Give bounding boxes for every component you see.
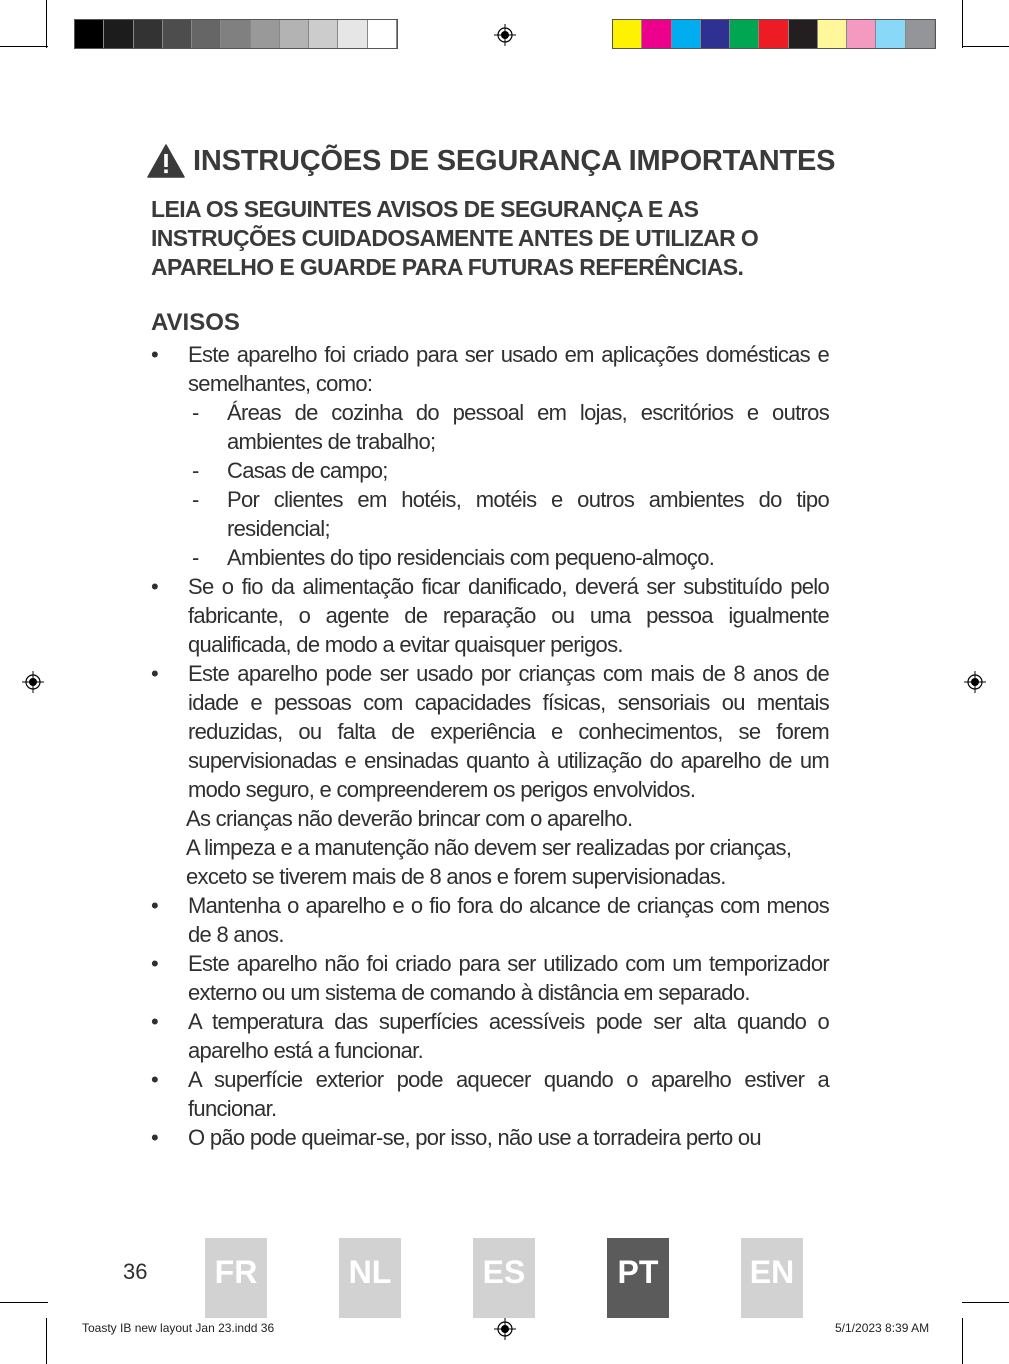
crop-mark [46,0,47,48]
bullet: • [151,1067,159,1092]
page-title [147,144,837,178]
list-item [151,1065,829,1123]
list-item-text: Este aparelho foi criado para ser usado em aplicações domésticas e semelhantes, como: [188,342,829,396]
crop-mark [46,1318,47,1364]
footer-date: 5/1/2023 8:39 AM [835,1321,930,1335]
color-swatch [338,20,367,48]
list-item [151,1007,829,1065]
list-item [151,949,829,1007]
language-tab-nl[interactable]: NL [339,1238,401,1318]
crop-mark [0,1302,48,1303]
sub-list-item [151,543,829,572]
bullet: • [151,574,159,599]
sub-list-item [151,456,829,485]
color-swatch [701,20,730,48]
list-item [151,891,829,949]
color-swatch [847,20,876,48]
language-tab-pt[interactable]: PT [607,1238,669,1318]
bullet: • [151,893,159,918]
registration-mark-icon [494,24,516,46]
color-swatch [134,20,163,48]
list-item [151,1123,829,1152]
crop-mark [0,46,48,47]
color-swatch [368,20,397,48]
color-swatch [642,20,671,48]
color-swatch [789,20,818,48]
list-item-text: Se o fio da alimentação ficar danificado, deverá ser substituído pelo fabricante, o agente de reparação ou uma pessoa igualmente qualificada, de modo a evitar quaisquer perigos. [188,574,829,657]
color-swatch [75,20,104,48]
section-title: AVISOS [151,309,240,336]
page-number: 36 [123,1259,148,1284]
color-swatch [251,20,280,48]
list-item-text: A temperatura das superfícies acessíveis pode ser alta quando o aparelho está a funcionar. [188,1009,829,1063]
bullet: • [151,661,159,686]
dash: - [192,487,199,512]
crop-mark [962,0,963,48]
sub-list-item-text: Por clientes em hotéis, motéis e outros ambientes do tipo residencial; [227,487,829,541]
lead-paragraph: LEIA OS SEGUINTES AVISOS DE SEGURANÇA E AS INSTRUÇÕES CUIDADOSAMENTE ANTES DE UTILIZAR O APARELHO E GUARDE PARA FUTURAS REFERÊNCIAS. [151,196,759,280]
language-tab-en[interactable]: EN [741,1238,803,1318]
sub-list-item-text: Ambientes do tipo residenciais com pequeno-almoço. [227,545,715,570]
warning-triangle-icon [147,144,185,178]
bullet: • [151,342,159,367]
language-tab-es[interactable]: ES [473,1238,535,1318]
dash: - [192,545,199,570]
list-item-text: Este aparelho não foi criado para ser utilizado com um temporizador externo ou um sistema de comando à distância em separado. [188,951,829,1005]
bullet: • [151,1125,159,1150]
bullet: • [151,1009,159,1034]
color-swatch [104,20,133,48]
warnings-list [151,340,829,1152]
list-item-text: Mantenha o aparelho e o fio fora do alcance de crianças com menos de 8 anos. [188,893,829,947]
sub-list-item-text: Casas de campo; [227,458,388,483]
list-item-paragraph: As crianças não deverão brincar com o aparelho. [186,806,633,831]
language-tab-fr[interactable]: FR [205,1238,267,1318]
list-item [151,340,829,398]
dash: - [192,400,199,425]
grayscale-color-bar [74,19,398,49]
color-swatch [280,20,309,48]
list-item [151,572,829,659]
crop-mark [962,1318,963,1364]
color-swatch [906,20,935,48]
sub-list-item [151,398,829,456]
dash: - [192,458,199,483]
list-item-text: O pão pode queimar-se, por isso, não use a torradeira perto ou [188,1125,761,1150]
crop-mark [962,46,1009,47]
color-swatch [221,20,250,48]
list-item-text: Este aparelho pode ser usado por crianças com mais de 8 anos de idade e pessoas com capacidades físicas, sensoriais ou mentais reduzidas, ou falta de experiência e conhecimentos, se forem supervisionadas e ensinadas quanto à utilização do aparelho de um modo seguro, e compreenderem os perigos envolvidos. [188,661,829,802]
footer-file-name: Toasty IB new layout Jan 23.indd 36 [82,1321,275,1335]
title-text: INSTRUÇÕES DE SEGURANÇA IMPORTANTES [193,144,836,177]
list-item-paragraph: A limpeza e a manutenção não devem ser realizadas por crianças, exceto se tiverem mais de 8 anos e forem supervisionadas. [186,835,792,889]
color-swatch [163,20,192,48]
sub-list-item [151,485,829,543]
bullet: • [151,951,159,976]
list-item-text: A superfície exterior pode aquecer quando o aparelho estiver a funcionar. [188,1067,829,1121]
registration-mark-icon [964,671,986,693]
color-swatch [818,20,847,48]
color-swatch [876,20,905,48]
color-swatch [672,20,701,48]
color-swatch [309,20,338,48]
color-swatch [192,20,221,48]
color-swatch [730,20,759,48]
registration-mark-icon [494,1318,516,1340]
color-swatch [613,20,642,48]
list-item [151,659,829,804]
process-color-bar [612,19,936,49]
color-swatch [759,20,788,48]
registration-mark-icon [22,671,44,693]
crop-mark [962,1302,1009,1303]
sub-list-item-text: Áreas de cozinha do pessoal em lojas, escritórios e outros ambientes de trabalho; [227,400,829,454]
